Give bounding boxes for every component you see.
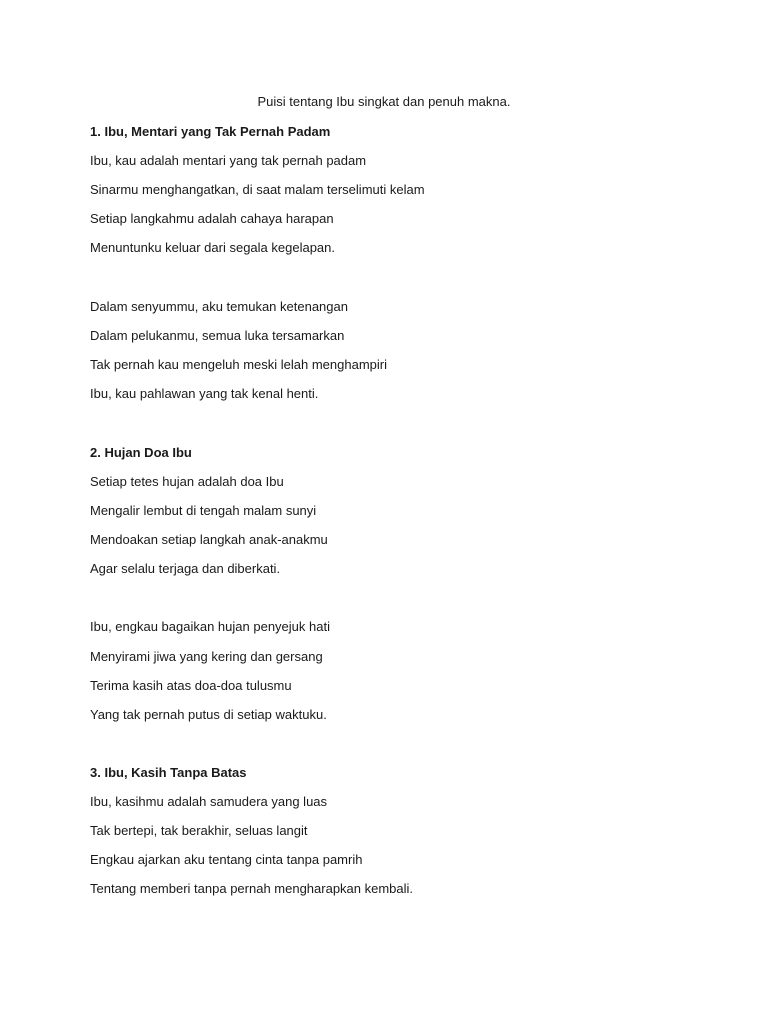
poem-line: Ibu, engkau bagaikan hujan penyejuk hati [90,619,330,634]
poem-line: Setiap langkahmu adalah cahaya harapan [90,211,334,226]
poem-line: Sinarmu menghangatkan, di saat malam terselimuti kelam [90,182,425,197]
document-title: Puisi tentang Ibu singkat dan penuh makna. [257,94,511,109]
poem-line: Setiap tetes hujan adalah doa Ibu [90,474,284,489]
poem-line: Yang tak pernah putus di setiap waktuku. [90,707,327,722]
poem-line: Ibu, kau pahlawan yang tak kenal henti. [90,386,319,401]
poem-line: Menuntunku keluar dari segala kegelapan. [90,240,336,255]
section-heading: 3. Ibu, Kasih Tanpa Batas [90,765,247,780]
poem-line: Engkau ajarkan aku tentang cinta tanpa pamrih [90,852,363,867]
poem-line: Terima kasih atas doa-doa tulusmu [90,678,292,693]
poem-line: Tak pernah kau mengeluh meski lelah menghampiri [90,357,387,372]
poem-line: Dalam senyummu, aku temukan ketenangan [90,299,348,314]
poem-line: Mengalir lembut di tengah malam sunyi [90,503,317,518]
poem-line: Agar selalu terjaga dan diberkati. [90,561,281,576]
poem-line: Ibu, kasihmu adalah samudera yang luas [90,794,328,809]
poem-line: Tentang memberi tanpa pernah mengharapkan kembali. [90,881,414,896]
poem-line: Mendoakan setiap langkah anak-anakmu [90,532,328,547]
section-heading: 2. Hujan Doa Ibu [90,445,192,460]
poem-line: Ibu, kau adalah mentari yang tak pernah padam [90,153,367,168]
section-heading: 1. Ibu, Mentari yang Tak Pernah Padam [90,124,331,139]
poem-line: Dalam pelukanmu, semua luka tersamarkan [90,328,345,343]
poem-line: Menyirami jiwa yang kering dan gersang [90,649,323,664]
poem-line: Tak bertepi, tak berakhir, seluas langit [90,823,308,838]
